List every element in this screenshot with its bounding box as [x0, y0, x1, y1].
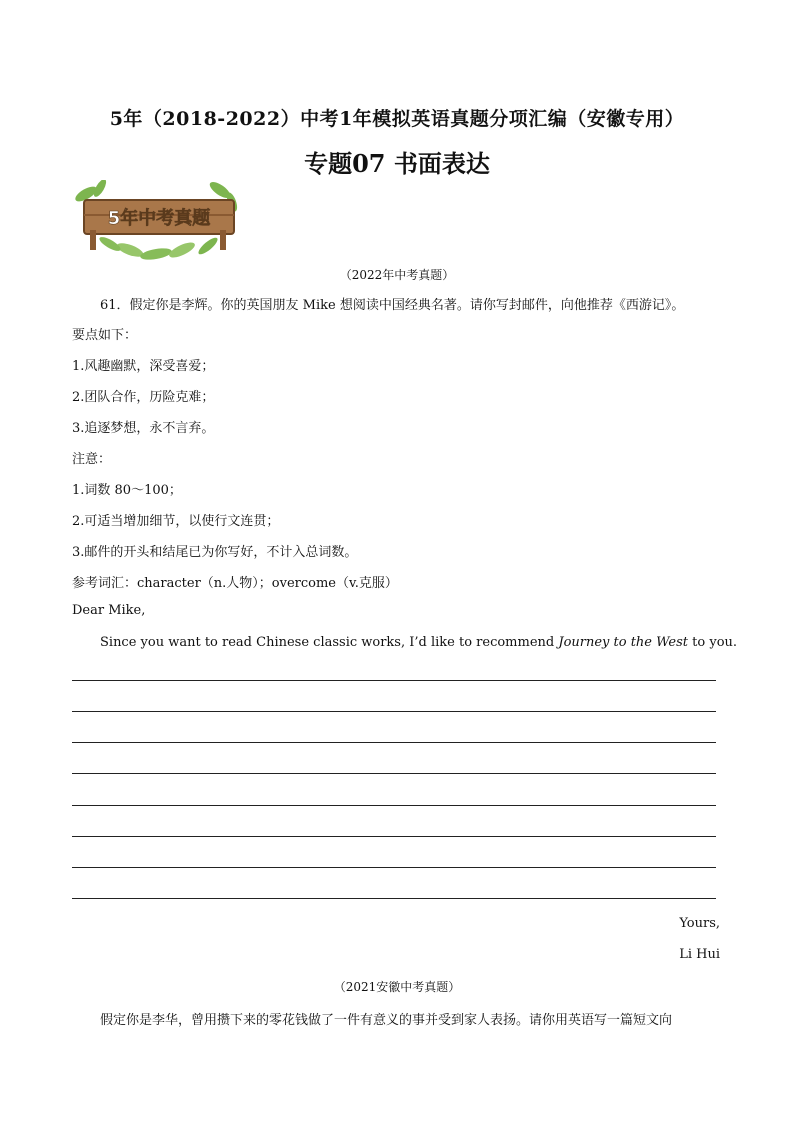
point-item: 2.团队合作，历险克难； [72, 390, 215, 405]
letter-opening [100, 635, 737, 650]
points-title: 要点如下： [72, 328, 138, 343]
question-prompt: 假定你是李华，曾用攒下来的零花钱做了一件有意义的事并受到家人表扬。请你用英语写一篇短文向 [100, 1013, 673, 1028]
letter-greeting: Dear Mike, [72, 603, 146, 618]
answer-line[interactable] [72, 680, 716, 681]
note-item: 2.可适当增加细节，以使行文连贯； [72, 514, 280, 529]
badge-image [70, 180, 242, 264]
notes-title: 注意： [72, 452, 112, 467]
badge-text: 5年中考真题 [107, 208, 211, 229]
opening-text-end: to you. [688, 635, 738, 650]
answer-line[interactable] [72, 773, 716, 774]
answer-line[interactable] [72, 867, 716, 868]
vocab-hint: 参考词汇：character（n.人物）；overcome（v.克服） [72, 576, 398, 591]
note-item: 1.词数 80～100； [72, 483, 182, 498]
answer-line[interactable] [72, 711, 716, 712]
answer-line[interactable] [72, 805, 716, 806]
point-item: 3.追逐梦想，永不言弃。 [72, 421, 215, 436]
note-item: 3.邮件的开头和结尾已为你写好，不计入总词数。 [72, 545, 358, 560]
point-item: 1.风趣幽默，深受喜爱； [72, 359, 215, 374]
question-source: （2021安徽中考真题） [333, 980, 461, 994]
answer-line[interactable] [72, 836, 716, 837]
question-source: （2022年中考真题） [339, 268, 455, 282]
answer-line[interactable] [72, 742, 716, 743]
question-prompt: 61．假定你是李辉。你的英国朋友 Mike 想阅读中国经典名著。请你写封邮件，向他推荐《西游记》。 [100, 298, 685, 313]
answer-line[interactable] [72, 898, 716, 899]
letter-closing: Yours, [679, 916, 720, 931]
opening-text: Since you want to read Chinese classic works, I’d like to recommend [100, 635, 559, 650]
book-title: Journey to the West [558, 635, 689, 650]
document-subtitle: 专题07 书面表达 [304, 149, 490, 178]
document-title: 5年（2018-2022）中考1年模拟英语真题分项汇编（安徽专用） [109, 108, 685, 130]
letter-signature: Li Hui [679, 947, 720, 962]
